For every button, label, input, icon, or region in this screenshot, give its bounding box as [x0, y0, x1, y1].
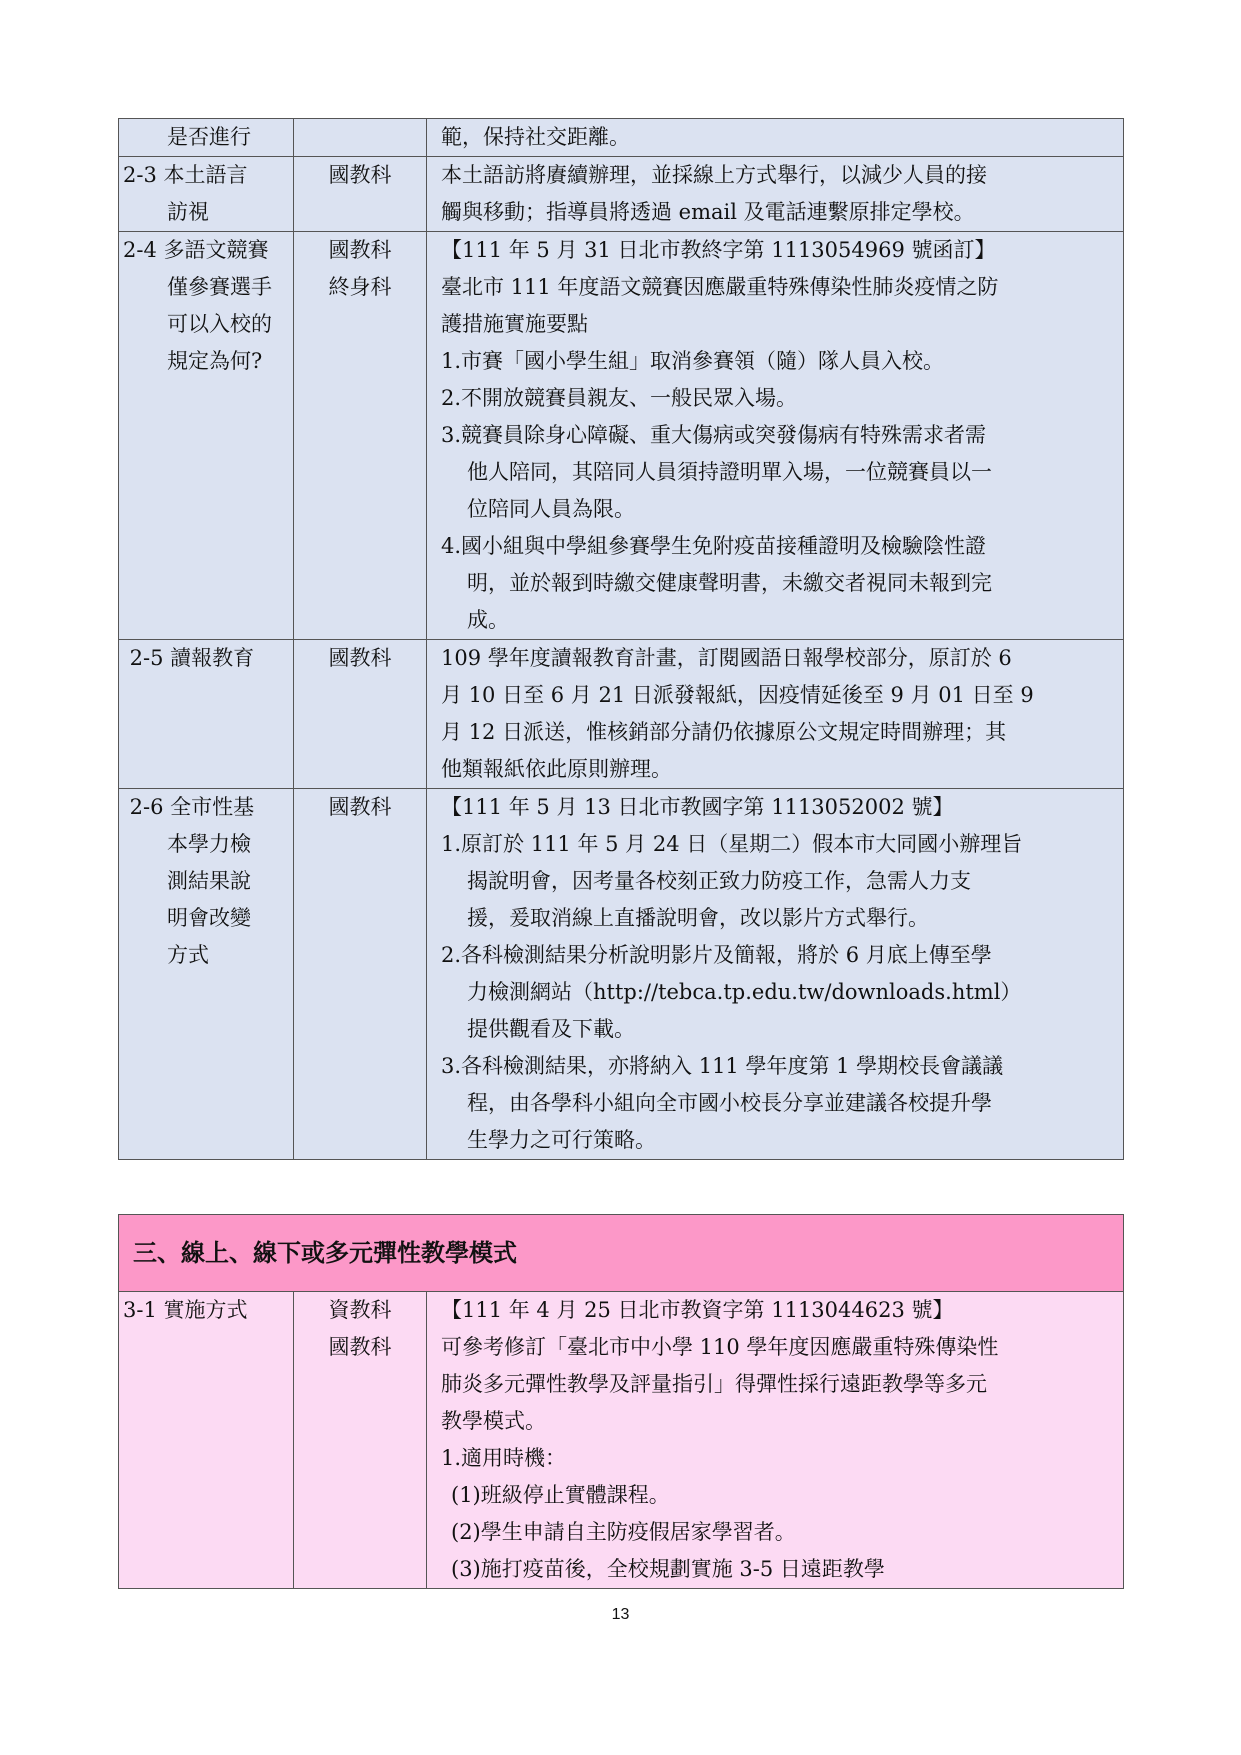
- topic-line: 規定為何?: [167, 349, 263, 373]
- description-line: 2.各科檢測結果分析說明影片及簡報，將於 6 月底上傳至學: [441, 943, 992, 967]
- table-row: [119, 119, 1124, 157]
- topic-line: 可以入校的: [167, 312, 272, 336]
- topic-line: 2-4 多語文競賽: [123, 238, 269, 262]
- topic-cell: [119, 789, 294, 1160]
- description-line: (1)班級停止實體課程。: [451, 1483, 670, 1507]
- description-line: 可參考修訂「臺北市中小學 110 學年度因應嚴重特殊傳染性: [441, 1335, 999, 1359]
- description-line: (2)學生申請自主防疫假居家學習者。: [451, 1520, 796, 1544]
- section-heading: 三、線上、線下或多元彈性教學模式: [119, 1215, 1124, 1292]
- topic-line: 方式: [167, 943, 209, 967]
- topic-line: 2-6 全市性基: [123, 795, 255, 819]
- department-label: 國教科: [328, 163, 392, 187]
- description-line: 3.各科檢測結果，亦將納入 111 學年度第 1 學期校長會議議: [441, 1054, 1004, 1078]
- topic-cell: [119, 157, 294, 232]
- topic-cell: [119, 232, 294, 640]
- description-line: 援，爰取消線上直播說明會，改以影片方式舉行。: [467, 906, 929, 930]
- topic-line: 2-3 本土語言: [123, 163, 248, 187]
- description-line: 臺北市 111 年度語文競賽因應嚴重特殊傳染性肺炎疫情之防: [441, 275, 999, 299]
- description-line: 教學模式。: [441, 1409, 546, 1433]
- description-cell: [427, 1292, 1124, 1589]
- description-line: 月 12 日派送，惟核銷部分請仍依據原公文規定時間辦理；其: [441, 720, 1007, 744]
- description-line: 揭說明會，因考量各校刻正致力防疫工作，急需人力支: [467, 869, 971, 893]
- table-row: [119, 789, 1124, 1160]
- topic-cell: [119, 1292, 294, 1589]
- department-cell: [294, 789, 427, 1160]
- description-cell: [427, 640, 1124, 789]
- topic-cell: [119, 119, 294, 157]
- table-row: [119, 157, 1124, 232]
- description-line: 月 10 日至 6 月 21 日派發報紙，因疫情延後至 9 月 01 日至 9: [441, 683, 1034, 707]
- topic-line: 僅參賽選手: [167, 275, 272, 299]
- table-row: [119, 640, 1124, 789]
- department-cell: [294, 1292, 427, 1589]
- policy-table: [118, 118, 1124, 1160]
- table-row: [119, 1292, 1124, 1589]
- topic-line: 訪視: [167, 200, 209, 224]
- topic-line: 測結果說: [167, 869, 251, 893]
- description-line: 1.原訂於 111 年 5 月 24 日（星期二）假本市大同國小辦理旨: [441, 832, 1023, 856]
- description-line: 1.市賽「國小學生組」取消參賽領（隨）隊人員入校。: [441, 349, 945, 373]
- description-line: 位陪同人員為限。: [467, 497, 635, 521]
- department-label: 國教科: [328, 1335, 392, 1359]
- department-label: 國教科: [328, 795, 392, 819]
- description-line: 成。: [467, 608, 509, 632]
- description-line: 肺炎多元彈性教學及評量指引」得彈性採行遠距教學等多元: [441, 1372, 987, 1396]
- page-number: 13: [611, 1606, 630, 1623]
- topic-line: 2-5 讀報教育: [123, 646, 255, 670]
- section3-table: [118, 1214, 1124, 1589]
- description-line: 109 學年度讀報教育計畫，訂閱國語日報學校部分，原訂於 6: [441, 646, 1012, 670]
- description-line: 【111 年 5 月 13 日北市教國字第 1113052002 號】: [441, 795, 954, 819]
- description-line: 【111 年 4 月 25 日北市教資字第 1113044623 號】: [441, 1298, 954, 1322]
- description-line: 2.不開放競賽員親友、一般民眾入場。: [441, 386, 798, 410]
- topic-cell: [119, 640, 294, 789]
- topic-line: 3-1 實施方式: [123, 1298, 248, 1322]
- description-line: 程，由各學科小組向全市國小校長分享並建議各校提升學: [467, 1091, 992, 1115]
- topic-line: 是否進行: [167, 125, 251, 149]
- section-heading-row: [119, 1215, 1124, 1292]
- description-line: 他人陪同，其陪同人員須持證明單入場，一位競賽員以一: [467, 460, 992, 484]
- department-label: 資教科: [328, 1298, 392, 1322]
- department-cell: [294, 157, 427, 232]
- description-line: 力檢測網站（http://tebca.tp.edu.tw/downloads.html）: [467, 980, 1022, 1004]
- description-line: 3.競賽員除身心障礙、重大傷病或突發傷病有特殊需求者需: [441, 423, 987, 447]
- description-line: 生學力之可行策略。: [467, 1128, 656, 1152]
- topic-line: 明會改變: [167, 906, 251, 930]
- department-label: 國教科: [328, 646, 392, 670]
- department-cell: [294, 640, 427, 789]
- description-cell: [427, 157, 1124, 232]
- description-line: 明，並於報到時繳交健康聲明書，未繳交者視同未報到完: [467, 571, 992, 595]
- description-line: 4.國小組與中學組參賽學生免附疫苗接種證明及檢驗陰性證: [441, 534, 987, 558]
- description-line: 範，保持社交距離。: [441, 125, 630, 149]
- description-line: 1.適用時機：: [441, 1446, 567, 1470]
- description-line: 觸與移動；指導員將透過 email 及電話連繫原排定學校。: [441, 200, 975, 224]
- description-line: 提供觀看及下載。: [467, 1017, 635, 1041]
- description-line: 護措施實施要點: [441, 312, 588, 336]
- description-line: (3)施打疫苗後，全校規劃實施 3-5 日遠距教學: [451, 1557, 885, 1581]
- description-cell: [427, 789, 1124, 1160]
- department-label: 國教科: [328, 238, 392, 262]
- department-cell: [294, 232, 427, 640]
- description-cell: [427, 232, 1124, 640]
- description-cell: [427, 119, 1124, 157]
- table-row: [119, 232, 1124, 640]
- description-line: 【111 年 5 月 31 日北市教終字第 1113054969 號函訂】: [441, 238, 996, 262]
- department-cell: [294, 119, 427, 157]
- description-line: 本土語訪將賡續辦理，並採線上方式舉行，以減少人員的接: [441, 163, 987, 187]
- department-label: 終身科: [328, 275, 392, 299]
- description-line: 他類報紙依此原則辦理。: [441, 757, 672, 781]
- topic-line: 本學力檢: [167, 832, 251, 856]
